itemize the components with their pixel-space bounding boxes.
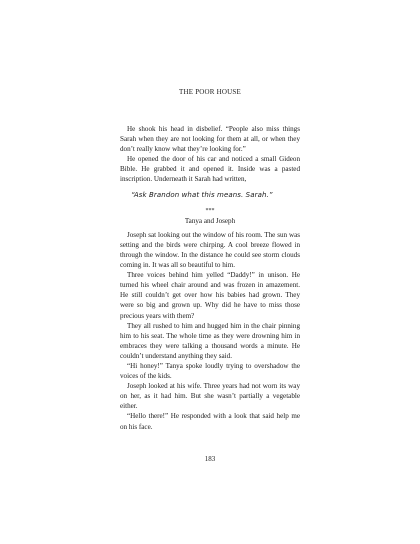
section-separator: *** [205, 207, 215, 214]
paragraph: They all rushed to him and hugged him in the chair pinning him to his seat. The whole time as they were drowning him in embraces they were talking a thousand words a minute. He couldn’t understand anything they said. [120, 321, 300, 360]
running-header: THE POOR HOUSE [179, 88, 241, 96]
body-text [120, 124, 300, 432]
page-number: 183 [204, 455, 216, 463]
handwritten-inscription: “Ask Brandon what this means. Sarah.” [131, 190, 273, 199]
section-title: Tanya and Joseph [184, 216, 236, 225]
paragraph: Three voices behind him yelled “Daddy!” in unison. He turned his wheel chair around and was frozen in amazement. He still couldn’t get over how his babies had grown. They were so big and grown up. Why did he have to miss those precious years with them? [120, 271, 300, 320]
paragraph: “Hi honey!” Tanya spoke loudly trying to overshadow the voices of the kids. [120, 361, 300, 381]
paragraph: Joseph sat looking out the window of his room. The sun was setting and the birds were chirping. A cool breeze flowed in through the window. In the distance he could see storm clouds coming in. It was all so beautiful to him. [120, 230, 300, 270]
paragraph: He shook his head in disbelief. “People also miss things Sarah when they are not looking for them at all, or when they don’t really know what they’re looking for.” [120, 125, 300, 154]
paragraph: He opened the door of his car and noticed a small Gideon Bible. He grabbed it and opened it. Inside was a pasted inscription. Underneath it Sarah had written, [120, 155, 300, 184]
paragraph: “Hello there!” He responded with a look that said help me on his face. [120, 412, 300, 431]
paragraph: Joseph looked at his wife. Three years had not worn its way on her, as it had him. But she wasn’t partially a vegetable either. [120, 382, 300, 411]
